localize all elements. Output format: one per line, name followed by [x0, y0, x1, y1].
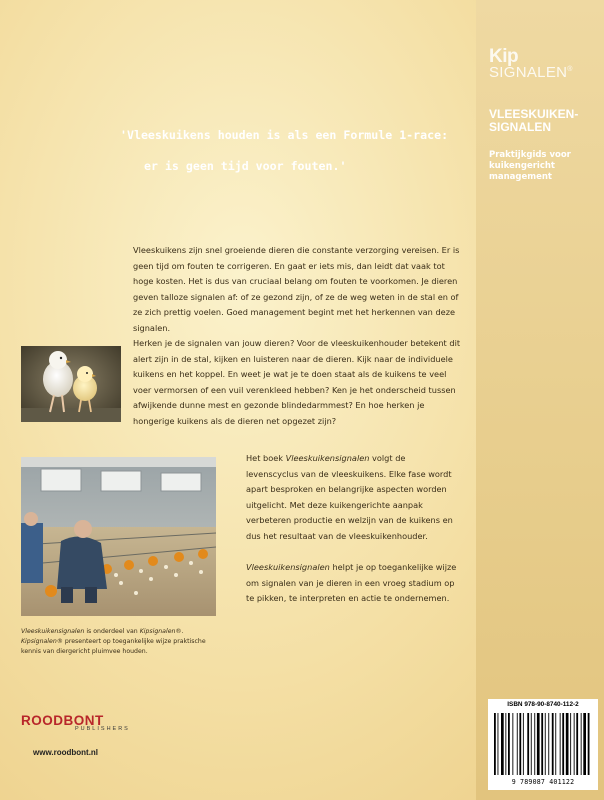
caption-t2: . [181, 628, 184, 635]
series-title-line2: SIGNALEN [489, 120, 552, 134]
p4-book-title: Vleeskuikensignalen [246, 562, 330, 572]
closing-paragraph [246, 560, 460, 607]
signals-paragraph: Herken je de signalen van jouw dieren? Voor de vleeskuikenhouder betekent dit alert zijn in de stal, kijken en luisteren naar de dieren. Kijk naar de individuele kuikens en het koppel. En weet je wat je te doen staat als de kuikens te veel voer vermorsen of een vuil verenkleed hebben? Ken je het onderscheid tussen afwijkende dunne mest en gezonde blindedarmmest? En hoe herken je hongerige kuikens als de dieren net opgezet zijn? [133, 338, 461, 426]
logo-signalen-word: SIGNALEN [489, 64, 568, 81]
barcode-bar [576, 713, 578, 775]
p4-body: helpt je op toegankelijke wijze om signalen van je dieren in een vroeg stadium op te pikken, te interpreten en actie te ondernemen. [246, 562, 457, 604]
barcode-bar [541, 713, 543, 775]
series-subtitle-line3: management [489, 172, 552, 182]
caption-em2: Kipsignalen® [139, 628, 182, 635]
barcode-bar [505, 713, 506, 775]
caption-em3: Kipsignalen® [21, 638, 63, 645]
barcode-bar [519, 713, 521, 775]
p3-intro: Het boek [246, 453, 286, 463]
barcode-bar [508, 713, 510, 775]
barcode-bar [512, 713, 513, 775]
chicks-photo [21, 346, 121, 422]
publisher-logo [21, 713, 130, 732]
kipsignalen-logo [489, 46, 573, 81]
publisher-name: ROODBONT [21, 713, 104, 728]
caption-t3: presenteert op toegankelijke wijze praktische kennis van diergericht pluimvee houden. [21, 638, 206, 655]
barcode-bar [560, 713, 561, 775]
logo-kip-text: Kip [489, 46, 519, 67]
barcode-bar [494, 713, 496, 775]
barcode-bar [570, 713, 571, 775]
barcode-bar [527, 713, 529, 775]
intro-paragraph: Vleeskuikens zijn snel groeiende dieren die constante verzorging vereisen. Er is geen tijd om fouten te corrigeren. En gaat er iets mis, dan leidt dat vaak tot hoge kosten. Het is dus van cruciaal belang om fouten te voorkomen. Je dieren geven talloze signalen af: of ze gezond zijn, of ze de weg weten in de stal en of ze zich prettig voelen. Goed management begint met het herkennen van deze signalen. [133, 245, 460, 333]
barcode-bar [537, 713, 540, 775]
barcode-bar [583, 713, 586, 775]
barcode-bar [555, 713, 556, 775]
series-subtitle [489, 150, 599, 183]
book-paragraph [246, 451, 460, 545]
barcode-bar [588, 713, 590, 775]
barcode-bars [492, 713, 594, 777]
barcode-bar [517, 713, 518, 775]
barcode-bar [534, 713, 535, 775]
barcode-bar [523, 713, 524, 775]
quote-line2: er is geen tijd voor fouten.' [144, 159, 347, 173]
series-caption [21, 627, 221, 657]
series-title-line1: VLEESKUIKEN- [489, 107, 579, 121]
barcode-bar [566, 713, 569, 775]
barcode-digits: 9 789087 401122 [511, 778, 575, 786]
series-subtitle-line2: kuikengericht [489, 161, 555, 171]
registered-mark: ® [567, 66, 573, 73]
barcode-bar [574, 713, 575, 775]
publisher-subtitle: PUBLISHERS [75, 726, 130, 732]
barcode-bar [545, 713, 546, 775]
caption-em1: Vleeskuikensignalen [21, 628, 85, 635]
caption-t1: is onderdeel van [84, 628, 140, 635]
barcode-bar [548, 713, 549, 775]
series-subtitle-line1: Praktijkgids voor [489, 150, 571, 160]
series-title [489, 108, 599, 134]
logo-signalen-text [489, 64, 573, 81]
barcode-bar [562, 713, 564, 775]
barcode-bar [501, 713, 504, 775]
barcode-bar [531, 713, 532, 775]
pull-quote [120, 120, 470, 182]
isbn-number: ISBN 978-90-8740-112-2 [507, 701, 579, 708]
barn-photo [21, 457, 216, 616]
barcode-bar [498, 713, 499, 775]
isbn-barcode [488, 699, 598, 790]
publisher-url[interactable]: www.roodbont.nl [33, 748, 99, 757]
p3-book-title: Vleeskuikensignalen [285, 453, 370, 463]
barcode-bar [581, 713, 582, 775]
quote-line1: 'Vleeskuikens houden is als een Formule 1-race: [120, 128, 449, 142]
barcode-bar [552, 713, 554, 775]
p3-body: volgt de levenscyclus van de vleeskuikens. Elke fase wordt apart besproken en belangrijke aspecten worden uitgelicht. Met deze kuikengerichte aanpak verbeteren productie en welzijn van de kuikens en dus het resultaat van de vleeskuikenhouder. [246, 453, 453, 541]
